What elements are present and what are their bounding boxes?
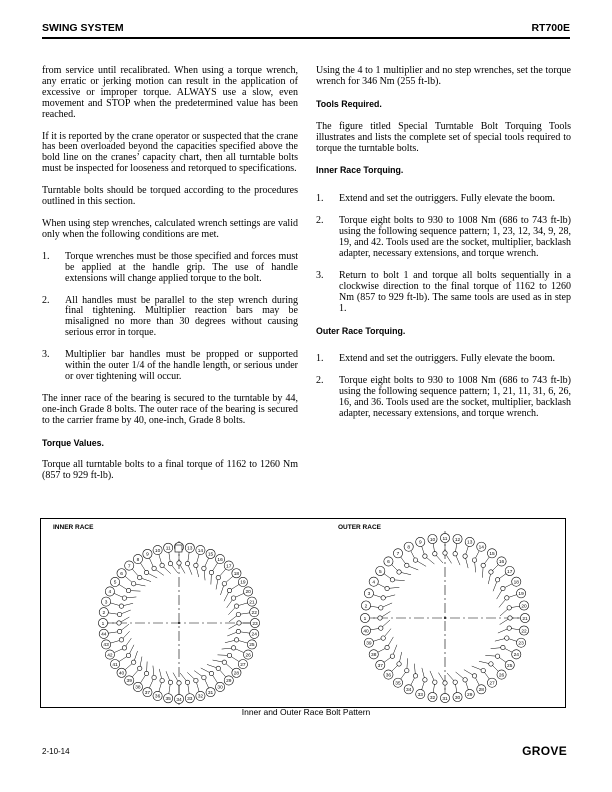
inner-race-label: INNER RACE [53,524,94,531]
inner-race-bolt-hole [119,604,123,608]
outer-race-bolt-hole [379,626,383,630]
outer-race-bolt-number: 12 [454,537,461,543]
outer-race-bolt-hole [378,616,382,620]
item-text: Torque wrenches must be those specified and forces must be applied at the handle grip. The use of handle extensions will change applied torque to the bolt. [65,250,298,284]
inner-race-bolt-hole [144,570,148,574]
inner-race-bolt-hole [131,582,135,586]
outer-race-bolt-number: 26 [498,673,505,679]
outer-race-bolt-number: 22 [521,629,527,635]
inner-race-bolt-hole [144,671,148,675]
outer-race-bolt-hole [508,616,512,620]
inner-race-bolt-hole [202,566,206,570]
outer-race-bolt-hole [453,680,457,684]
inner-race-bolt-hole [122,596,126,600]
item-text: Multiplier bar handles must be propped or supported within the outer 1/4 of the handle length, or serious under or over tightening will occur. [65,349,298,382]
outer-race-bolt-hole [463,554,467,558]
outer-race-bolt-number: 14 [478,545,484,551]
inner-race-bolt-number: 8 [136,557,140,563]
outer-race-bolt-hole [472,558,476,562]
outer-race-bolt-hole [453,552,457,556]
outer-race-bolt-number: 17 [507,569,513,575]
inner-race-bolt-hole [237,621,241,625]
outer-race-bolt-hole [495,578,499,582]
grove-logo: GROVE [522,744,567,758]
inner-race-bolt-hole [216,666,220,670]
page-header [42,19,570,39]
outer-race-bolt-number: 13 [467,540,473,546]
list-item [42,252,298,285]
outer-race-bolt-hole [381,636,385,640]
outer-race-center-point [444,617,446,619]
inner-race-bolt-number: 16 [217,557,223,563]
outer-race-label: OUTER RACE [338,524,381,531]
inner-race-bolt-hole [152,566,156,570]
inner-race-steps [316,194,571,314]
outer-race-bolt-number: 31 [442,696,448,702]
item-number: 1. [316,353,324,365]
outer-race-bolt-number: 24 [513,653,519,659]
outer-race-bolt-hole [472,674,476,678]
outer-race-bolt-hole [489,662,493,666]
item-number: 2. [316,375,324,387]
outer-race-bolt-hole [405,563,409,567]
inner-race-bolt-number: 3 [104,600,108,606]
inner-race-bolt-number: 36 [154,694,161,700]
item-text: Extend and set the outriggers. Fully elevate the boom. [339,193,556,205]
outer-race-bolt-hole [379,606,383,610]
outer-race-bolt-hole [443,681,447,685]
outer-race-bolt-number: 18 [513,580,519,586]
inner-race-bolt-number: 27 [240,662,246,668]
inner-race-bolt-hole [126,653,130,657]
outer-race-bolt-number: 19 [518,592,524,598]
inner-race-bolt-number: 32 [197,694,204,700]
paragraph: The figure titled Special Turntable Bolt Torquing Tools illustrates and lists the complete set of special tools required to torque the turntable bolts. [316,120,571,154]
left-column [42,66,298,493]
inner-race-bolt-hole [194,563,198,567]
item-text: Extend and set the outriggers. Fully elevate the boom. [339,353,556,365]
item-number: 2. [42,294,50,306]
model-name: RT700E [531,22,570,34]
outer-race-bolt-hole [501,586,505,590]
outer-race-bolt-hole [489,570,493,574]
outer-race-heading: Outer Race Torquing. [316,325,406,336]
list-item [316,194,571,205]
inner-race-bolt-number: 39 [126,679,132,685]
outer-race-bolt-number: 16 [498,560,505,566]
inner-race-bolt-number: 14 [197,548,204,554]
list-item [42,350,298,383]
outer-race-bolt-number: 29 [467,692,473,698]
bolt-pattern-figure [40,518,566,708]
inner-race-bolt-number: 21 [249,600,255,606]
outer-race-bolt-number: 3 [367,592,371,598]
torque-values-heading: Torque Values. [42,437,104,448]
inner-race-bolt-number: 33 [187,697,193,703]
item-number: 1. [316,193,324,205]
inner-race-bolt-number: 29 [226,679,232,685]
outer-race-bolt-number: 39 [366,641,372,647]
inner-race-bolt-hole [177,681,181,685]
item-number: 3. [42,349,50,361]
outer-race-bolt-number: 35 [395,681,401,687]
inner-race-heading: Inner Race Torquing. [316,165,404,176]
inner-race-bolt-hole [119,638,123,642]
conditions-list [42,252,298,383]
inner-race-bolt-hole [234,604,238,608]
outer-race-bolt-number: 15 [489,552,495,558]
right-column [316,66,571,431]
outer-race-bolt-number: 25 [507,663,513,669]
outer-race-bolt-hole [507,626,511,630]
list-item [42,296,298,340]
outer-race-bolt-hole [385,586,389,590]
inner-race-bolt-hole [227,588,231,592]
inner-race-bolt-number: 18 [233,572,240,578]
outer-race-bolt-number: 23 [518,641,524,647]
inner-race-bolt-number: 26 [245,653,251,659]
inner-race-bolt-hole [117,621,121,625]
inner-race-bolt-number: 42 [107,653,113,659]
outer-race-bolt-number: 9 [418,540,422,546]
inner-race-bolt-number: 43 [103,643,109,649]
inner-race-bolt-number: 41 [112,662,118,668]
paragraph: from service until recalibrated. When using a torque wrench, any erratic or jerking motion can result in the application of excessive or improper torque. ALWAYS use a slow, even movement and STOP when the predetermined value has been reached. [42,65,298,120]
outer-race-bolt-hole [495,654,499,658]
inner-race-bolt-hole [209,671,213,675]
outer-race-bolt-number: 32 [429,695,436,701]
outer-race-bolt-number: 36 [385,673,392,679]
outer-race-bolt-hole [481,668,485,672]
inner-race-bolt-number: 22 [251,610,257,616]
tools-required-heading: Tools Required. [316,98,382,109]
outer-race-bolt-hole [481,563,485,567]
inner-race-bolt-hole [209,570,213,574]
outer-race-bolt-hole [405,668,409,672]
bolt-pattern-diagram [41,519,565,707]
item-text: All handles must be parallel to the step wrench during final tightening. Multiplier reaction bars may be misaligned no more than 30 degrees without causing serious error in torque. [65,294,298,339]
inner-race-bolt-number: 5 [113,580,117,586]
outer-race-bolt-number: 6 [387,560,390,566]
figure-caption: Inner and Outer Race Bolt Pattern [241,707,371,717]
outer-race-bolt-hole [423,678,427,682]
outer-race-bolt-number: 21 [522,616,528,622]
inner-race-bolt-number: 1 [101,621,105,627]
section-title: SWING SYSTEM [42,22,124,34]
inner-race-bolt-number: 20 [245,590,251,596]
outer-race-bolt-number: 4 [372,580,376,586]
inner-race-bolt-hole [185,561,189,565]
outer-race-bolt-number: 11 [442,536,448,542]
inner-race-bolt-hole [117,612,121,616]
inner-race-bolt-number: 35 [165,697,171,703]
outer-race-bolt-hole [423,554,427,558]
paragraph: When using step wrenches, calculated wrench settings are valid only when the following conditions are met. [42,217,298,240]
inner-race-bolt-number: 6 [120,572,123,578]
inner-race-bolt-hole [194,678,198,682]
inner-race-bolt-hole [222,582,226,586]
inner-race-bolt-hole [117,629,121,633]
inner-race-bolt-number: 30 [217,685,223,691]
page-number: 2-10-14 [42,747,70,756]
inner-race-bolt-hole [168,561,172,565]
outer-race-bolt-hole [505,636,509,640]
outer-race-bolt-number: 28 [478,688,484,694]
outer-race-bolt-number: 1 [363,616,367,622]
inner-race-bolt-number: 19 [240,580,246,586]
outer-race-bolt-hole [397,570,401,574]
inner-race-bolt-hole [138,666,142,670]
inner-race-bolt-number: 40 [118,671,125,677]
inner-race-bolt-hole [222,660,226,664]
list-item [316,216,571,260]
outer-race-bolt-number: 20 [521,604,527,610]
inner-race-bolt-number: 37 [144,690,151,696]
inner-race-bolt-hole [138,575,142,579]
outer-race-bolt-number: 33 [417,692,423,698]
outer-race-bolt-hole [507,606,511,610]
inner-race-bolt-number: 2 [102,610,106,616]
inner-race-bolt-number: 17 [226,564,232,570]
outer-race-bolt-hole [381,596,385,600]
outer-race-bolt-hole [385,645,389,649]
paragraph: If it is reported by the crane operator or suspected that the crane has been overloaded beyond the capacities specified above the bold line on the cranes’ capacity chart, then all turntable bolts must be inspected for looseness and retorqued to specifications. [42,130,298,175]
list-item [316,376,571,420]
outer-race-bolt-hole [433,552,437,556]
inner-race-bolt-hole [234,638,238,642]
inner-race-bolt-number: 4 [108,590,112,596]
inner-race-bolt-number: 34 [176,697,182,703]
outer-race-bolt-number: 37 [377,663,383,669]
inner-race-center-point [178,622,180,624]
inner-race-bolt-hole [236,629,240,633]
inner-race-bolt-number: 44 [101,632,107,638]
outer-race-bolt-hole [501,645,505,649]
outer-race-bolt-hole [413,558,417,562]
paragraph: Using the 4 to 1 multiplier and no step wrenches, set the torque wrench for 346 Nm (255 ft-lb). [316,65,571,87]
paragraph: Torque all turntable bolts to a final torque of 1162 to 1260 Nm (857 to 929 ft-lb). [42,459,298,482]
inner-race-bolt-hole [152,675,156,679]
inner-race-bolt-hole [131,660,135,664]
outer-race-bolt-hole [413,674,417,678]
inner-race-bolt-number: 7 [127,564,131,570]
outer-race-bolt-number: 7 [396,552,400,558]
inner-race-bolt-hole [231,596,235,600]
inner-race-bolt-number: 13 [187,546,193,552]
outer-race-bolt-hole [443,551,447,555]
outer-race-bolt-number: 34 [406,688,412,694]
paragraph: The inner race of the bearing is secured to the turntable by 44, one-inch Grade 8 bolts. The outer race of the bearing is secured to the carrier frame by 40, one-inch, Grade 8 bolts. [42,392,298,426]
inner-race-bolt-hole [236,612,240,616]
inner-race-bolt-hole [168,680,172,684]
inner-race-bolt-number: 15 [207,552,214,558]
outer-race-bolt-number: 8 [407,545,411,551]
inner-race-bolt-hole [160,678,164,682]
inner-race-bolt-number: 31 [207,690,214,696]
outer-race-bolt-number: 27 [489,681,495,687]
inner-race-reference-square [175,545,182,552]
inner-race-bolt-hole [160,563,164,567]
outer-race-bolt-hole [390,578,394,582]
inner-race-bolt-number: 9 [146,552,149,558]
outer-race-bolt-number: 2 [364,604,368,610]
outer-race-bolt-number: 10 [429,537,436,543]
inner-race-bolt-hole [216,575,220,579]
paragraph: Turntable bolts should be torqued according to the procedures outlined in this section. [42,185,298,208]
inner-race-bolt-hole [202,675,206,679]
inner-race-bolt-hole [126,588,130,592]
item-number: 3. [316,269,324,281]
outer-race-bolt-hole [397,662,401,666]
outer-race-bolt-hole [463,678,467,682]
inner-race-bolt-hole [231,646,235,650]
inner-race-bolt-number: 11 [165,546,171,552]
outer-race-bolt-hole [390,654,394,658]
outer-race-bolt-hole [433,680,437,684]
inner-race-bolt-hole [122,646,126,650]
outer-race-bolt-number: 5 [378,569,382,575]
outer-race-steps [316,354,571,420]
inner-race-bolt-number: 25 [249,643,255,649]
outer-race-bolt-number: 38 [371,653,377,659]
inner-race-bolt-number: 24 [251,632,257,638]
item-number: 2. [316,215,324,227]
item-text: Return to bolt 1 and torque all bolts sequentially in a clockwise direction to the final torque of 1162 to 1260 Nm (857 to 929 ft-lb). The same tools are used as in step 1. [339,269,571,314]
inner-race-bolt-number: 28 [233,671,240,677]
outer-race-bolt-number: 40 [363,629,369,635]
list-item [316,354,571,365]
item-text: Torque eight bolts to 930 to 1008 Nm (686 to 743 ft-lb) using the following sequence pattern; 1, 21, 11, 31, 6, 26, 16, and 36. Tools used are the socket, multiplier, backlash adapter, necessary extensions, and torque wrench. [339,375,571,420]
inner-race-bolt-hole [185,680,189,684]
inner-race-bolt-number: 10 [154,548,161,554]
inner-race-bolt-number: 38 [135,685,141,691]
list-item [316,271,571,315]
item-text: Torque eight bolts to 930 to 1008 Nm (686 to 743 ft-lb) using the following sequence pattern; 1, 23, 12, 34, 9, 28, 19, and 42. Tools used are the socket, multiplier, backlash adapter, necessary extensions, and torque wrench. [339,215,571,259]
item-number: 1. [42,250,50,262]
inner-race-bolt-hole [177,561,181,565]
inner-race-bolt-number: 23 [252,621,258,627]
outer-race-bolt-number: 30 [454,695,461,701]
outer-race-bolt-hole [505,596,509,600]
inner-race-bolt-hole [227,653,231,657]
